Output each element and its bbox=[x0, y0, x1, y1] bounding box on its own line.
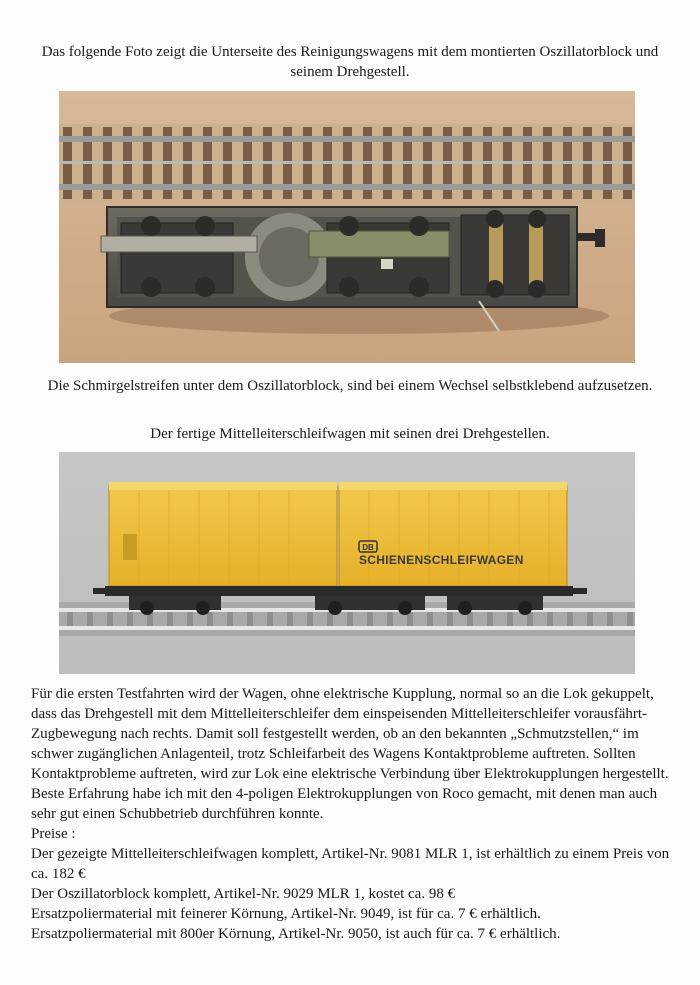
caption-second-photo: Der fertige Mittelleiterschleifwagen mit seinen drei Drehgestellen. bbox=[150, 426, 550, 442]
price-item: Der gezeigte Mittelleiterschleifwagen komplett, Artikel-Nr. 9081 MLR 1, ist erhältlich zu einem Preis von ca. 182 € bbox=[31, 846, 670, 882]
paragraph-elektrokupplung: Beste Erfahrung habe ich mit den 4-poligen Elektrokupplungen von Roco gemacht, mit denen man auch sehr gut einen Schubbetrieb durchführen konnte. bbox=[31, 786, 658, 822]
body-text bbox=[31, 684, 671, 944]
wagon-lettering: SCHIENENSCHLEIFWAGEN bbox=[359, 553, 524, 567]
price-item: Der Oszillatorblock komplett, Artikel-Nr. 9029 MLR 1, kostet ca. 98 € bbox=[31, 886, 456, 902]
wagon-body bbox=[93, 482, 587, 615]
photo-underside bbox=[59, 91, 635, 363]
price-item: Ersatzpoliermaterial mit feinerer Körnung, Artikel-Nr. 9049, ist für ca. 7 € erhältlich. bbox=[31, 906, 541, 922]
track bbox=[59, 124, 635, 204]
price-item: Ersatzpoliermaterial mit 800er Körnung, Artikel-Nr. 9050, ist auch für ca. 7 € erhältlich. bbox=[31, 926, 561, 942]
caption-middle: Die Schmirgelstreifen unter dem Oszillatorblock, sind bei einem Wechsel selbstklebend aufzusetzen. bbox=[47, 378, 653, 394]
photo-finished-wagon bbox=[59, 452, 635, 674]
db-logo: DB bbox=[362, 543, 374, 552]
paragraph-testfahrten: Für die ersten Testfahrten wird der Wagen, ohne elektrische Kupplung, normal so an die Lok gekuppelt, dass das Drehgestell mit dem Mittelleiterschleifer dem einspeisenden Mittelleiterschleifer vorausfährt- Zugbewegung nach rechts. Damit soll festgestellt werden, ob an den bekannten „Schmutzstellen,“ im schwer zugänglichen Anlagenteil, trotz Schleifarbeit des Wagens Kontaktprobleme auftreten. Sollten Kontaktprobleme auftreten, wird zur Lok eine elektrische Verbindung über Elektrokupplungen hergestellt. bbox=[31, 686, 669, 782]
prices-heading: Preise : bbox=[31, 826, 76, 842]
caption-top: Das folgende Foto zeigt die Unterseite des Reinigungswagens mit dem montierten Oszillatorblock und seinem Drehgestell. bbox=[41, 44, 659, 80]
